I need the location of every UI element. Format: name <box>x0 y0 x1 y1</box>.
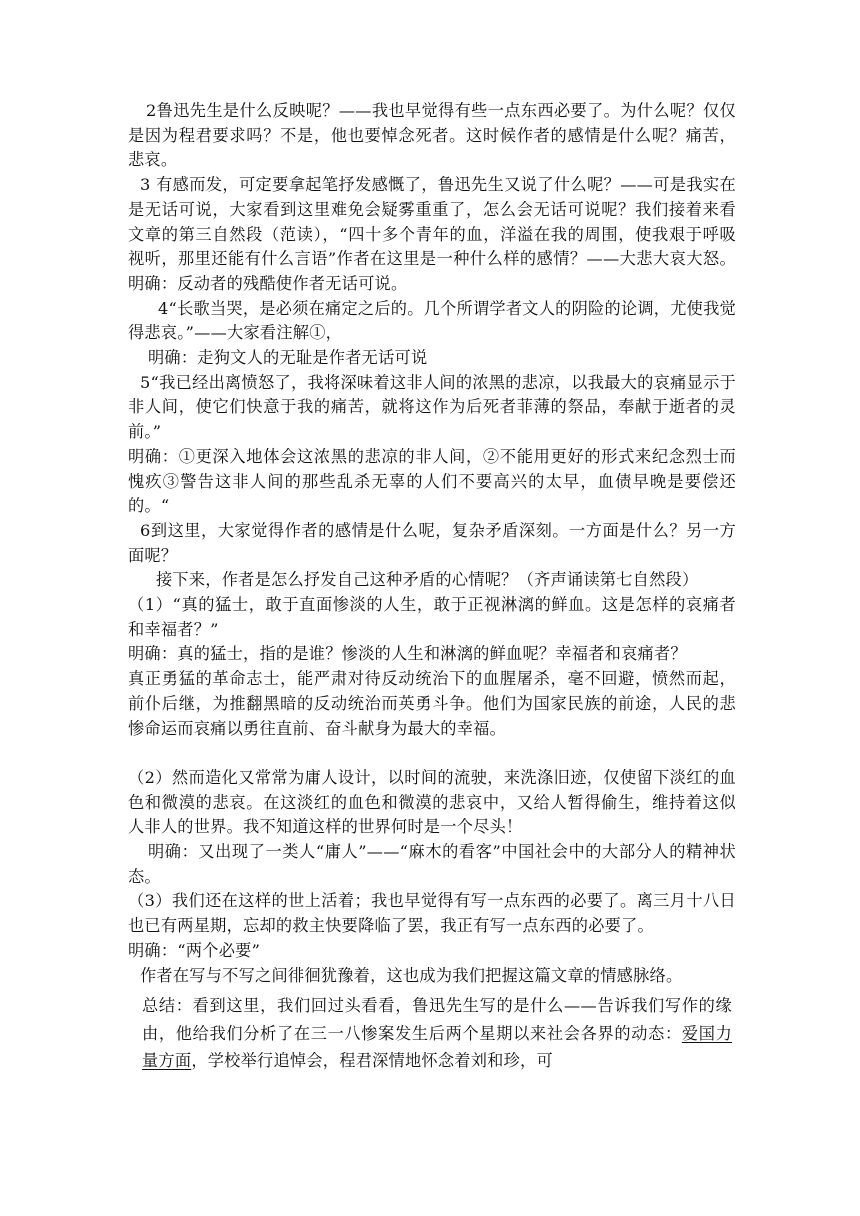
question-1-detail: 真正勇猛的革命志士，能严肃对待反动统治下的血腥屠杀，毫不回避，愤然而起，前仆后继，为推翻黑暗的反动统治而英勇斗争。他们为国家民族的前途，人民的悲惨命运而哀痛以勇往直前、奋斗献身为最大的幸福。 <box>128 669 736 738</box>
paragraph-4-answer: 明确：走狗文人的无耻是作者无话可说 <box>148 348 428 368</box>
summary-text-before: 总结：看到这里，我们回过头看看，鲁迅先生写的是什么——告诉我们写作的缘由，他给我们分析了在三一八惨案发生后两个星期以来社会各界的动态： <box>142 996 732 1043</box>
paragraph-6: 6到这里，大家觉得作者的感情是什么呢，复杂矛盾深刻。一方面是什么？另一方面呢？ <box>128 520 736 565</box>
question-1-answer: 明确：真的猛士，指的是谁？惨淡的人生和淋漓的鲜血呢？幸福者和哀痛者？ <box>128 644 687 664</box>
question-1: （1）“真的猛士，敢于直面惨淡的人生，敢于正视淋漓的鲜血。这是怎样的哀痛者和幸福者？” <box>128 595 736 639</box>
document-body <box>128 99 736 1075</box>
question-3-answer: 明确：“两个必要” <box>128 940 261 960</box>
paragraph-5: 5“我已经出离愤怒了，我将深味着这非人间的浓黑的悲凉，以我最大的哀痛显示于非人间，使它们快意于我的痛苦，就将这作为后死者菲薄的祭品，奉献于逝者的灵前。” <box>128 372 736 442</box>
summary-paragraph <box>142 992 732 1075</box>
paragraph-3: 3 有感而发，可定要拿起笔抒发感慨了，鲁迅先生又说了什么呢？——可是我实在是无话可说，大家看到这里难免会疑雾重重了，怎么会无话可说呢？我们接着来看文章的第三自然段（范读），“四十多个青年的血，洋溢在我的周围，使我艰于呼吸视听，那里还能有什么言语”作者在这里是一种什么样的感情？——大悲大哀大怒。明确：反动者的残酷使作者无话可说。 <box>128 175 736 293</box>
question-3-note: 作者在写与不写之间徘徊犹豫着，这也成为我们把握这篇文章的情感脉络。 <box>140 965 683 985</box>
question-2: （2）然而造化又常常为庸人设计，以时间的流驶，来洗涤旧迹，仅使留下淡红的血色和微漠的悲哀。在这淡红的血色和微漠的悲哀中，又给人暂得偷生，维持着这似人非人的世界。我不知道这样的世界何时是一个尽头！ <box>128 767 736 837</box>
blank-line <box>128 741 736 766</box>
paragraph-5-answer: 明确：①更深入地体会这浓黑的悲凉的非人间，②不能用更好的形式来纪念烈士而愧疚③警告这非人间的那些乱杀无辜的人们不要高兴的太早，血债早晚是要偿还的。“ <box>128 446 736 516</box>
paragraph-7-intro: 接下来，作者是怎么抒发自己这种矛盾的心情呢？（齐声诵读第七自然段） <box>156 570 699 590</box>
paragraph-2: 2鲁迅先生是什么反映呢？——我也早觉得有些一点东西必要了。为什么呢？仅仅是因为程君要求吗？不是，他也要悼念死者。这时候作者的感情是什么呢？痛苦，悲哀。 <box>128 101 736 170</box>
paragraph-4: 4“长歌当哭，是必须在痛定之后的。几个所谓学者文人的阴险的论调，尤使我觉得悲哀。”——大家看注解①， <box>128 298 736 343</box>
question-3: （3）我们还在这样的世上活着；我也早觉得有写一点东西的必要了。离三月十八日也已有两星期，忘却的救主快要降临了罢，我正有写一点东西的必要了。 <box>128 891 736 936</box>
summary-text-after: ，学校举行追悼会，程君深情地怀念着刘和珍，可 <box>191 1051 553 1071</box>
summary-underlined-phrase: 爱国力量方面 <box>142 1023 733 1071</box>
question-2-answer: 明确：又出现了一类人“庸人”——“麻木的看客”中国社会中的大部分人的精神状态。 <box>128 842 736 886</box>
